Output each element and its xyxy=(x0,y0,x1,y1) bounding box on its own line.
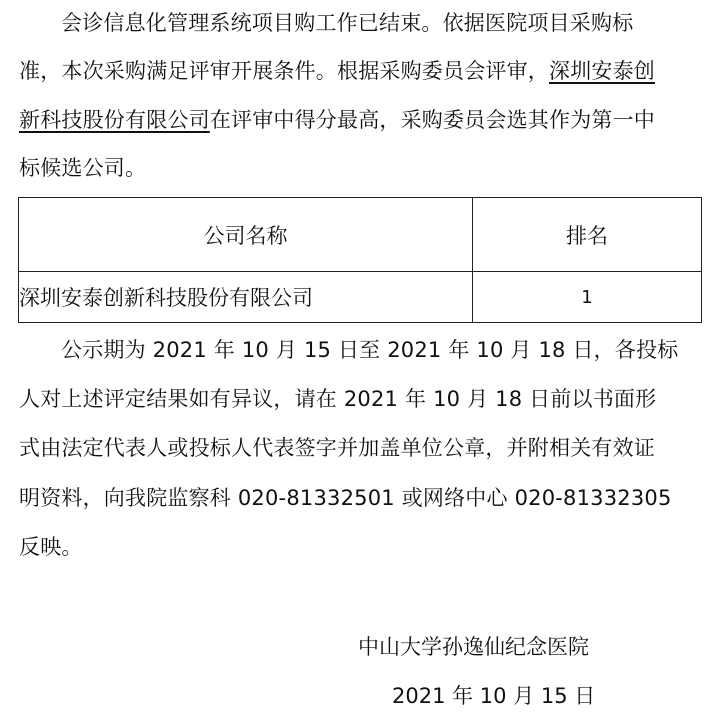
paragraph2-line3: 式由法定代表人或投标人代表签字并加盖单位公章，并附相关有效证 xyxy=(19,436,655,460)
signing-organization: 中山大学孙逸仙纪念医院 xyxy=(358,635,589,659)
paragraph2-line5: 反映。 xyxy=(19,535,83,559)
paragraph1-line2-text: 准，本次采购满足评审开展条件。根据采购委员会评审， xyxy=(19,59,549,83)
paragraph1-line2 xyxy=(19,58,655,84)
table-header-row xyxy=(19,198,702,272)
paragraph2-line1: 公示期为 2021 年 10 月 15 日至 2021 年 10 月 18 日，各投标 xyxy=(61,338,679,362)
rank-cell: 1 xyxy=(472,272,701,323)
winning-company-name-part2: 新科技股份有限公司 xyxy=(19,108,210,132)
paragraph1-line3-text: 在评审中得分最高，采购委员会选其作为第一中 xyxy=(209,108,656,132)
paragraph1-line4: 标候选公司。 xyxy=(19,156,147,180)
column-header-rank: 排名 xyxy=(472,198,701,272)
paragraph1-line1: 会诊信息化管理系统项目购工作已结束。依据医院项目采购标 xyxy=(61,11,634,35)
paragraph2-line4: 明资料，向我院监察科 020-81332501 或网络中心 020-81332305 xyxy=(19,486,672,510)
column-header-company: 公司名称 xyxy=(19,198,473,272)
paragraph2-line2: 人对上述评定结果如有异议，请在 2021 年 10 月 18 日前以书面形 xyxy=(19,387,657,411)
winning-company-name-part1: 深圳安泰创 xyxy=(549,59,655,83)
paragraph1-line3 xyxy=(19,107,655,133)
table-row xyxy=(19,272,702,323)
ranking-table xyxy=(18,197,702,323)
signing-date: 2021 年 10 月 15 日 xyxy=(392,684,596,708)
company-name-cell: 深圳安泰创新科技股份有限公司 xyxy=(19,272,473,323)
